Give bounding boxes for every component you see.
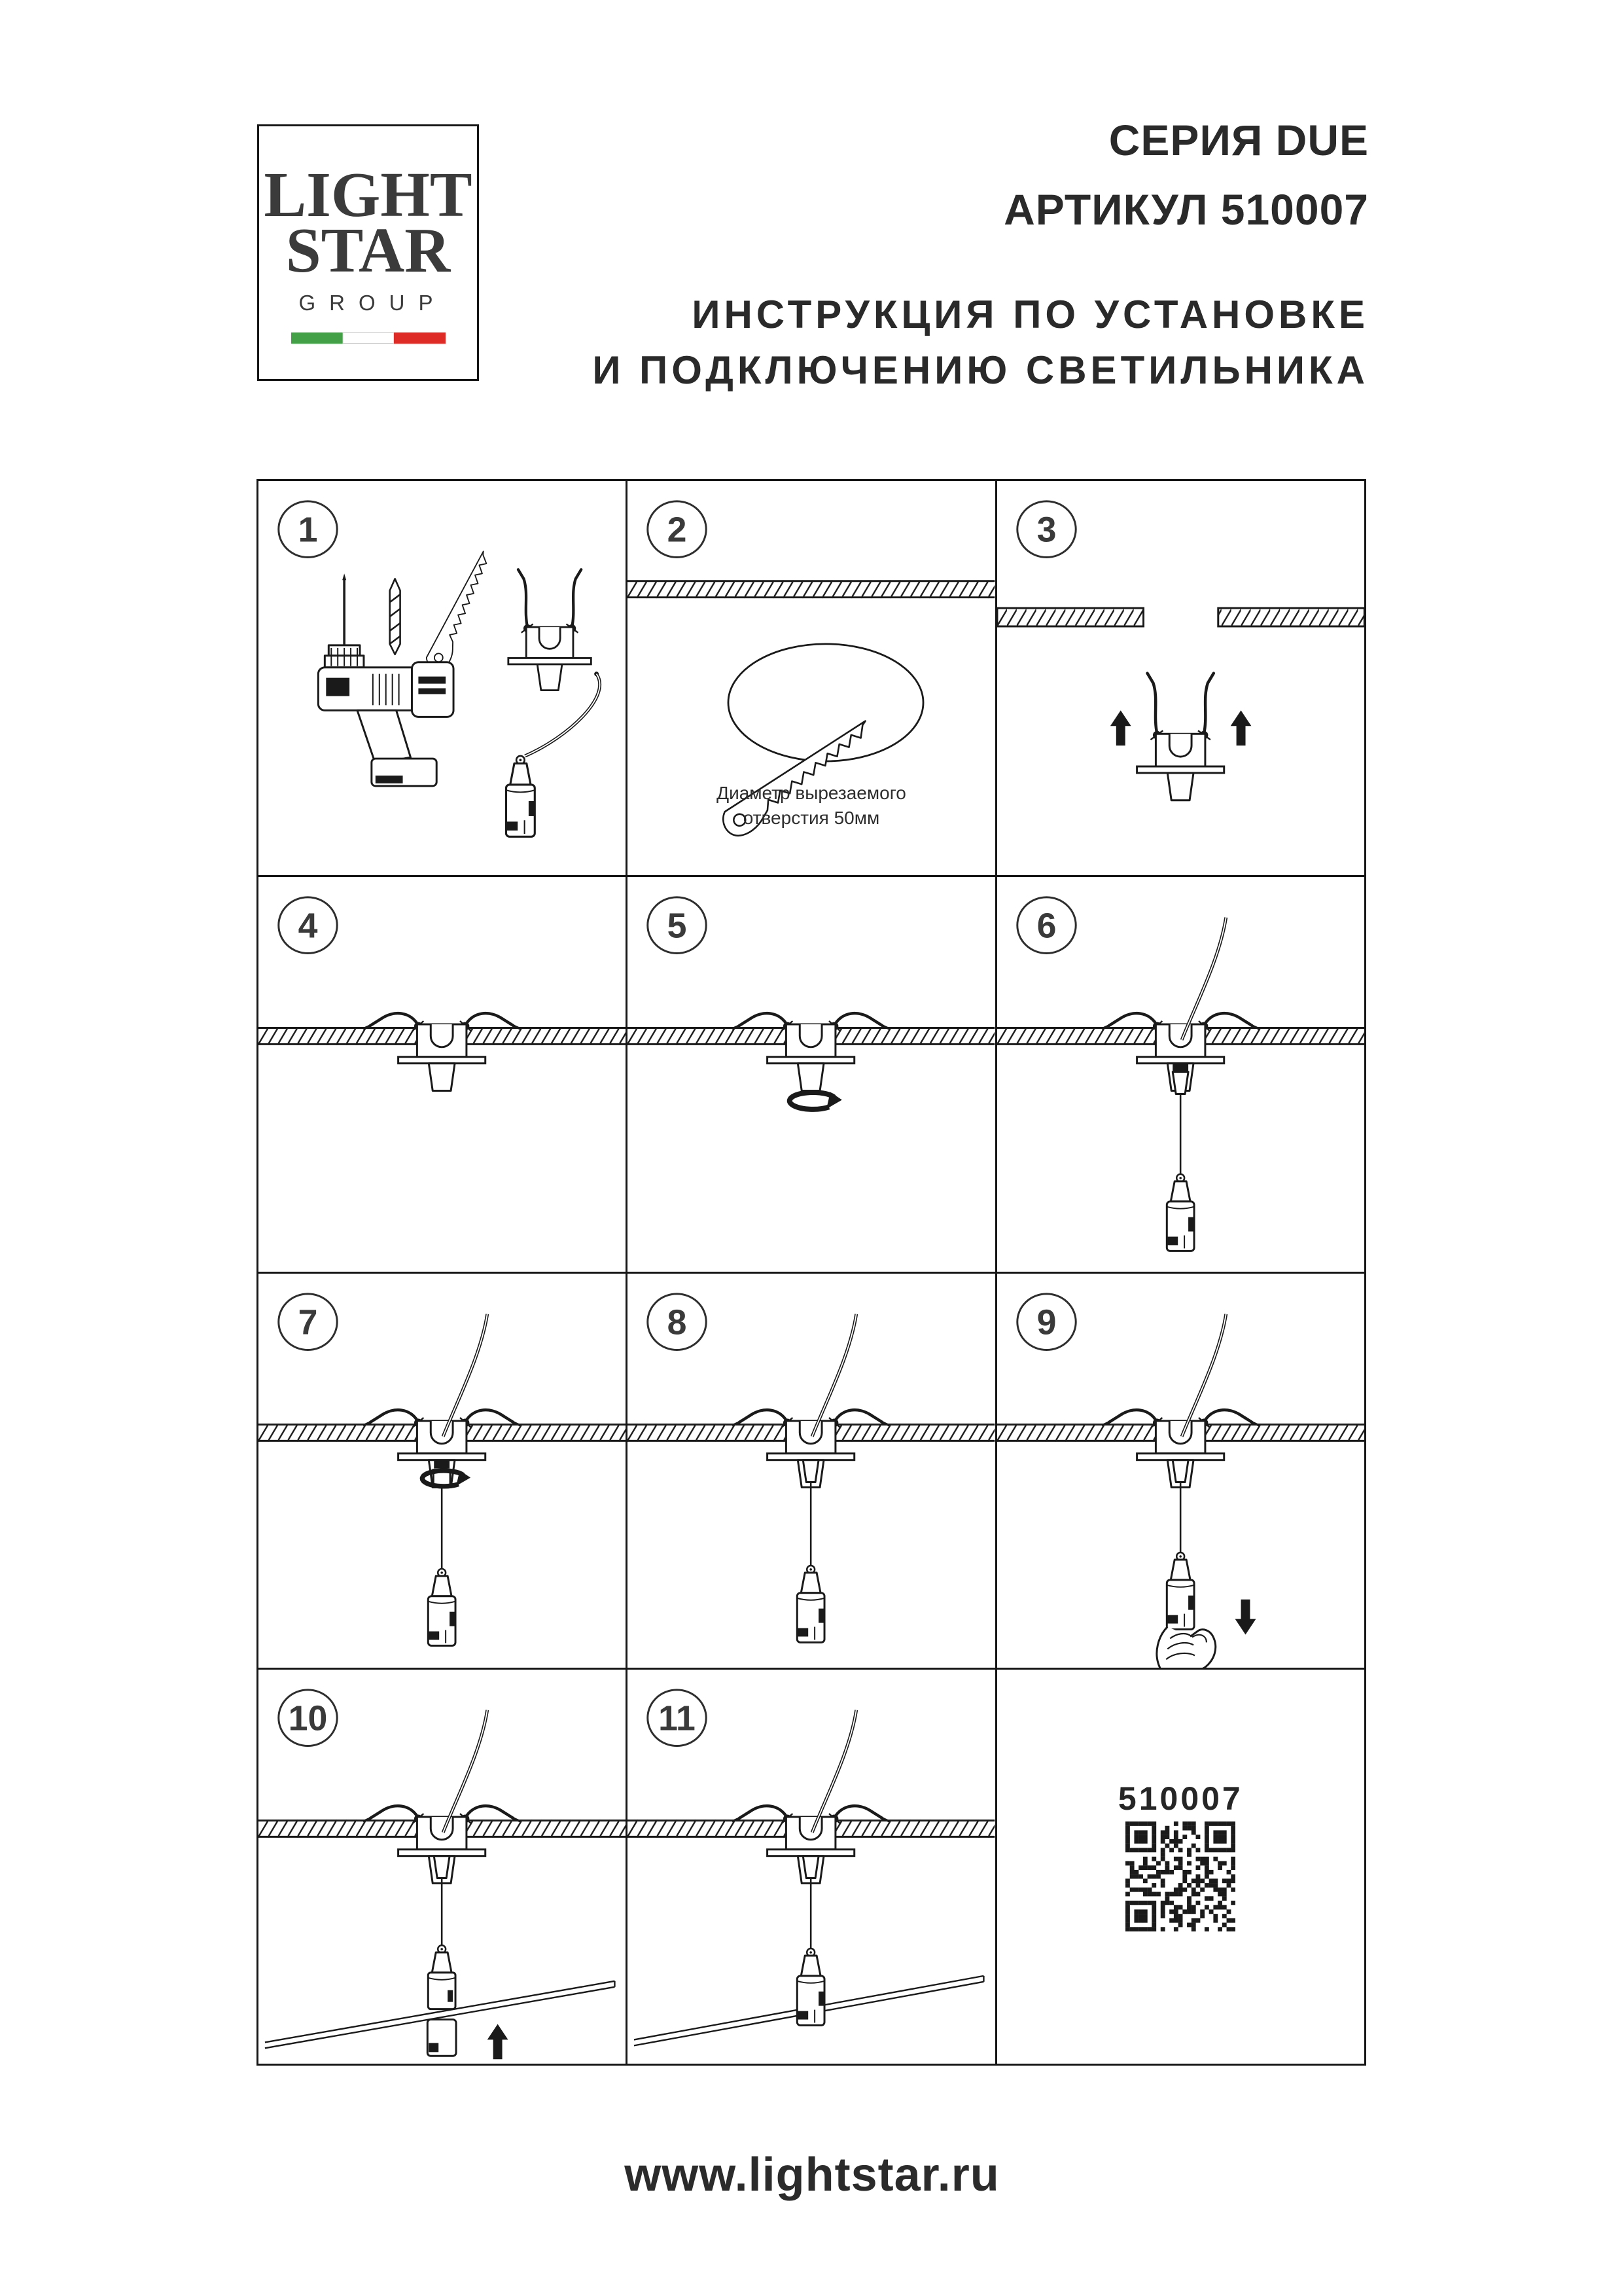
detached-cap	[427, 2019, 456, 2056]
svg-text:3: 3	[1036, 510, 1057, 550]
installed-fixture	[363, 1013, 520, 1090]
step-number-badge	[279, 1293, 337, 1350]
step-cell-7	[258, 1274, 626, 1668]
step-cell-8	[627, 1274, 995, 1668]
step-number-badge	[648, 897, 706, 954]
mains-cord	[1182, 1314, 1226, 1436]
instruction-title-line2: И ПОДКЛЮЧЕНИЮ СВЕТИЛЬНИКА	[592, 348, 1369, 393]
step-cell-5	[627, 877, 995, 1271]
lock-nut	[1173, 1064, 1188, 1072]
hand-icon	[1157, 1626, 1216, 1668]
mains-cord	[443, 1314, 487, 1436]
step-cell-11	[627, 1670, 995, 2064]
step-8-diagram	[627, 1274, 995, 1668]
lamp-holder-body	[428, 1945, 455, 2009]
step-number-badge	[648, 1690, 706, 1746]
mains-cord	[443, 1710, 487, 1832]
step-cell-3	[997, 481, 1364, 875]
lightstar-logo	[257, 124, 479, 381]
instruction-title	[537, 287, 1369, 398]
step-1-diagram	[258, 481, 626, 875]
instruction-title-line1: ИНСТРУКЦИЯ ПО УСТАНОВКЕ	[692, 293, 1369, 336]
fixture-with-springs	[1137, 673, 1224, 800]
step-number-badge	[279, 501, 337, 558]
step-cell-10	[258, 1670, 626, 2064]
drill-bit-icon	[390, 579, 400, 654]
step-number-badge	[279, 897, 337, 954]
step-number-badge	[648, 1293, 706, 1350]
website-url: www.lightstar.ru	[624, 2149, 1000, 2201]
lamp-holder-on-rod	[798, 1948, 825, 2025]
logo-word-light: LIGHT	[264, 160, 472, 230]
screwdriver-bit-icon	[342, 573, 346, 655]
step-9-diagram	[997, 1274, 1364, 1668]
step-cell-9	[997, 1274, 1364, 1668]
series-title: СЕРИЯ DUE	[1108, 116, 1369, 164]
step-cell-2	[627, 481, 995, 875]
svg-text:2: 2	[667, 510, 687, 550]
mains-cord	[1182, 918, 1226, 1040]
step-cell-6	[997, 877, 1364, 1271]
article-number-label: 510007	[1118, 1780, 1243, 1817]
up-arrow-icon	[1110, 710, 1131, 745]
lamp-socket	[798, 1565, 825, 1641]
step-7-diagram	[258, 1274, 626, 1668]
italian-flag	[291, 332, 446, 344]
steps-grid	[256, 479, 1366, 2066]
svg-text:9: 9	[1036, 1302, 1057, 1342]
step-5-diagram	[627, 877, 995, 1271]
down-arrow-icon	[1235, 1599, 1256, 1634]
ceiling-section	[627, 580, 995, 598]
svg-text:7: 7	[298, 1302, 318, 1342]
hole-diameter-caption: Диаметр вырезаемого отверстия 50мм	[716, 782, 906, 828]
strain-relief-cone	[803, 1460, 819, 1482]
mains-cord	[812, 1710, 856, 1832]
strain-relief-cone	[803, 1856, 819, 1878]
qr-code	[1125, 1821, 1235, 1931]
step-number-badge	[279, 1690, 337, 1746]
flag-white-band	[343, 332, 394, 343]
svg-text:4: 4	[298, 906, 318, 946]
step-6-diagram	[997, 877, 1364, 1271]
step-number-badge	[648, 501, 706, 558]
lamp-socket	[1167, 1174, 1194, 1251]
installed-fixture	[732, 1013, 889, 1090]
flag-red-band	[394, 332, 446, 344]
flag-green-band	[291, 332, 343, 344]
step-4-diagram	[258, 877, 626, 1271]
svg-text:6: 6	[1036, 906, 1057, 946]
svg-text:8: 8	[667, 1302, 687, 1342]
mains-cord	[812, 1314, 856, 1436]
up-arrow-icon	[1230, 710, 1251, 745]
lamp-socket	[1167, 1552, 1194, 1629]
cut-hole-outline	[728, 644, 923, 761]
strain-relief-cone	[434, 1856, 450, 1878]
logo-word-group: GROUP	[298, 290, 447, 315]
step-11-diagram	[627, 1670, 995, 2064]
article-title: АРТИКУЛ 510007	[1004, 185, 1369, 234]
mounting-ring-icon	[508, 569, 591, 690]
ceiling-with-hole	[997, 608, 1364, 626]
lamp-socket	[428, 1568, 455, 1645]
svg-text:10: 10	[288, 1698, 328, 1738]
qr-cell	[997, 1670, 1364, 2064]
step-number-badge	[1017, 501, 1075, 558]
step-number-badge	[1017, 1293, 1075, 1350]
lock-nut	[434, 1460, 450, 1468]
svg-text:5: 5	[667, 906, 687, 946]
logo-word-star: STAR	[285, 215, 451, 286]
header-title-block	[785, 115, 1369, 234]
up-arrow-icon	[487, 2024, 508, 2059]
step-10-diagram	[258, 1670, 626, 2064]
cordless-drill-icon	[318, 645, 453, 786]
step-number-badge	[1017, 897, 1075, 954]
svg-text:1: 1	[298, 510, 318, 550]
cord-socket-icon	[506, 672, 599, 836]
rotate-arrow-icon	[790, 1092, 842, 1109]
strain-relief-cone	[1173, 1460, 1188, 1482]
strain-relief-cone	[1173, 1072, 1188, 1094]
saw-icon	[423, 551, 502, 673]
step-cell-4	[258, 877, 626, 1271]
step-cell-1	[258, 481, 626, 875]
step-3-diagram	[997, 481, 1364, 875]
svg-text:11: 11	[658, 1698, 696, 1738]
